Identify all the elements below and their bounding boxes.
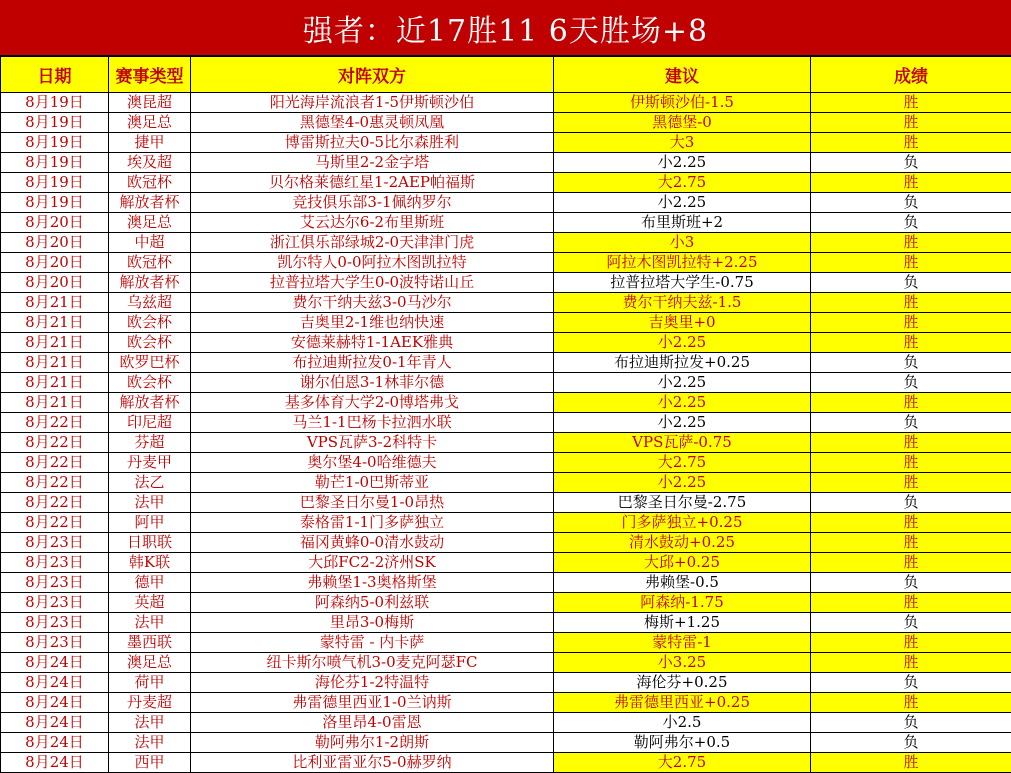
result-cell: 负 [811, 713, 1011, 733]
league-cell: 法甲 [109, 713, 191, 733]
result-cell: 负 [811, 733, 1011, 753]
league-cell: 墨西联 [109, 633, 191, 653]
league-cell: 丹麦甲 [109, 453, 191, 473]
tip-cell: 小2.25 [554, 373, 811, 393]
table-row [1, 613, 1011, 633]
result-cell: 胜 [811, 313, 1011, 333]
match-cell: 纽卡斯尔喷气机3-0麦克阿瑟FC [191, 653, 554, 673]
league-cell: 芬超 [109, 433, 191, 453]
result-cell: 胜 [811, 533, 1011, 553]
league-cell: 法甲 [109, 613, 191, 633]
match-cell: 竞技俱乐部3-1佩纳罗尔 [191, 193, 554, 213]
result-cell: 胜 [811, 133, 1011, 153]
league-cell: 解放者杯 [109, 193, 191, 213]
result-cell: 负 [811, 413, 1011, 433]
league-cell: 澳足总 [109, 653, 191, 673]
result-cell: 胜 [811, 293, 1011, 313]
table-row [1, 353, 1011, 373]
date-cell: 8月20日 [1, 233, 109, 253]
result-cell: 胜 [811, 453, 1011, 473]
page-title: 强者：近17胜11 6天胜场+8 [0, 0, 1011, 56]
date-cell: 8月19日 [1, 133, 109, 153]
league-cell: 欧会杯 [109, 373, 191, 393]
table-row [1, 633, 1011, 653]
header-league: 赛事类型 [109, 57, 191, 93]
league-cell: 法乙 [109, 473, 191, 493]
match-cell: 巴黎圣日尔曼1-0昂热 [191, 493, 554, 513]
league-cell: 西甲 [109, 753, 191, 773]
tip-cell: 小2.5 [554, 713, 811, 733]
result-cell: 胜 [811, 233, 1011, 253]
table-row [1, 513, 1011, 533]
date-cell: 8月21日 [1, 293, 109, 313]
date-cell: 8月24日 [1, 733, 109, 753]
match-cell: 阳光海岸流浪者1-5伊斯顿沙伯 [191, 93, 554, 113]
match-cell: 里昂3-0梅斯 [191, 613, 554, 633]
match-cell: 浙江俱乐部绿城2-0天津津门虎 [191, 233, 554, 253]
date-cell: 8月23日 [1, 593, 109, 613]
date-cell: 8月20日 [1, 273, 109, 293]
result-cell: 胜 [811, 473, 1011, 493]
match-cell: 勒阿弗尔1-2朗斯 [191, 733, 554, 753]
tip-cell: 小3 [554, 233, 811, 253]
result-cell: 胜 [811, 93, 1011, 113]
table-row [1, 693, 1011, 713]
table-row [1, 253, 1011, 273]
table-row [1, 573, 1011, 593]
table-row [1, 453, 1011, 473]
match-cell: 比利亚雷亚尔5-0赫罗纳 [191, 753, 554, 773]
date-cell: 8月23日 [1, 633, 109, 653]
tip-cell: 伊斯顿沙伯-1.5 [554, 93, 811, 113]
tip-cell: 小2.25 [554, 413, 811, 433]
result-cell: 胜 [811, 333, 1011, 353]
tip-cell: 梅斯+1.25 [554, 613, 811, 633]
result-cell: 负 [811, 193, 1011, 213]
header-date: 日期 [1, 57, 109, 93]
league-cell: 荷甲 [109, 673, 191, 693]
tip-cell: 门多萨独立+0.25 [554, 513, 811, 533]
date-cell: 8月19日 [1, 93, 109, 113]
date-cell: 8月20日 [1, 213, 109, 233]
match-cell: 勒芒1-0巴斯蒂亚 [191, 473, 554, 493]
tip-cell: 弗赖堡-0.5 [554, 573, 811, 593]
table-row [1, 213, 1011, 233]
league-cell: 日职联 [109, 533, 191, 553]
result-cell: 胜 [811, 173, 1011, 193]
table-row [1, 533, 1011, 553]
table-row [1, 713, 1011, 733]
match-cell: 马斯里2-2金字塔 [191, 153, 554, 173]
match-cell: VPS瓦萨3-2科特卡 [191, 433, 554, 453]
table-row [1, 173, 1011, 193]
table-row [1, 233, 1011, 253]
tip-cell: 清水鼓动+0.25 [554, 533, 811, 553]
tip-cell: 小2.25 [554, 193, 811, 213]
league-cell: 欧冠杯 [109, 253, 191, 273]
date-cell: 8月21日 [1, 313, 109, 333]
league-cell: 澳昆超 [109, 93, 191, 113]
date-cell: 8月22日 [1, 473, 109, 493]
tip-cell: 大2.75 [554, 453, 811, 473]
league-cell: 韩K联 [109, 553, 191, 573]
date-cell: 8月22日 [1, 493, 109, 513]
date-cell: 8月24日 [1, 693, 109, 713]
date-cell: 8月24日 [1, 713, 109, 733]
result-cell: 负 [811, 613, 1011, 633]
date-cell: 8月21日 [1, 393, 109, 413]
tip-cell: 小3.25 [554, 653, 811, 673]
header-row [1, 57, 1011, 93]
league-cell: 乌兹超 [109, 293, 191, 313]
tip-cell: 阿拉木图凯拉特+2.25 [554, 253, 811, 273]
match-cell: 艾云达尔6-2布里斯班 [191, 213, 554, 233]
result-cell: 负 [811, 573, 1011, 593]
league-cell: 法甲 [109, 733, 191, 753]
league-cell: 澳足总 [109, 213, 191, 233]
tip-cell: 勒阿弗尔+0.5 [554, 733, 811, 753]
match-cell: 弗雷德里西亚1-0兰讷斯 [191, 693, 554, 713]
date-cell: 8月21日 [1, 353, 109, 373]
table-row [1, 393, 1011, 413]
table-row [1, 273, 1011, 293]
tip-cell: 小2.25 [554, 393, 811, 413]
league-cell: 欧会杯 [109, 333, 191, 353]
date-cell: 8月22日 [1, 433, 109, 453]
match-cell: 谢尔伯恩3-1林菲尔德 [191, 373, 554, 393]
match-cell: 马兰1-1巴杨卡拉泗水联 [191, 413, 554, 433]
result-cell: 负 [811, 153, 1011, 173]
date-cell: 8月19日 [1, 153, 109, 173]
league-cell: 埃及超 [109, 153, 191, 173]
date-cell: 8月21日 [1, 333, 109, 353]
date-cell: 8月22日 [1, 513, 109, 533]
match-cell: 拉普拉塔大学生0-0波特诺山丘 [191, 273, 554, 293]
tip-cell: 蒙特雷-1 [554, 633, 811, 653]
league-cell: 解放者杯 [109, 273, 191, 293]
table-row [1, 413, 1011, 433]
league-cell: 英超 [109, 593, 191, 613]
table-row [1, 553, 1011, 573]
header-match: 对阵双方 [191, 57, 554, 93]
tip-cell: 弗雷德里西亚+0.25 [554, 693, 811, 713]
table-row [1, 113, 1011, 133]
table-row [1, 373, 1011, 393]
date-cell: 8月19日 [1, 173, 109, 193]
league-cell: 澳足总 [109, 113, 191, 133]
table-row [1, 593, 1011, 613]
match-cell: 贝尔格莱德红星1-2AEP帕福斯 [191, 173, 554, 193]
date-cell: 8月20日 [1, 253, 109, 273]
date-cell: 8月19日 [1, 193, 109, 213]
table-row [1, 473, 1011, 493]
tip-cell: 拉普拉塔大学生-0.75 [554, 273, 811, 293]
league-cell: 欧罗巴杯 [109, 353, 191, 373]
tip-cell: 费尔干纳夫兹-1.5 [554, 293, 811, 313]
table-row [1, 433, 1011, 453]
table-row [1, 733, 1011, 753]
league-cell: 德甲 [109, 573, 191, 593]
match-cell: 安德莱赫特1-1AEK雅典 [191, 333, 554, 353]
result-cell: 负 [811, 213, 1011, 233]
result-cell: 胜 [811, 693, 1011, 713]
match-cell: 布拉迪斯拉发0-1年青人 [191, 353, 554, 373]
match-cell: 大邱FC2-2济州SK [191, 553, 554, 573]
result-cell: 负 [811, 353, 1011, 373]
header-result: 成绩 [811, 57, 1011, 93]
tip-cell: 巴黎圣日尔曼-2.75 [554, 493, 811, 513]
tip-cell: 吉奥里+0 [554, 313, 811, 333]
match-cell: 蒙特雷 - 内卡萨 [191, 633, 554, 653]
tip-cell: VPS瓦萨-0.75 [554, 433, 811, 453]
league-cell: 法甲 [109, 493, 191, 513]
table-row [1, 193, 1011, 213]
league-cell: 捷甲 [109, 133, 191, 153]
tip-cell: 大2.75 [554, 173, 811, 193]
match-cell: 泰格雷1-1门多萨独立 [191, 513, 554, 533]
match-cell: 黑德堡4-0惠灵顿凤凰 [191, 113, 554, 133]
table-row [1, 673, 1011, 693]
match-cell: 博雷斯拉夫0-5比尔森胜利 [191, 133, 554, 153]
league-cell: 丹麦超 [109, 693, 191, 713]
tip-cell: 小2.25 [554, 473, 811, 493]
date-cell: 8月23日 [1, 613, 109, 633]
date-cell: 8月23日 [1, 553, 109, 573]
result-cell: 胜 [811, 653, 1011, 673]
date-cell: 8月23日 [1, 573, 109, 593]
date-cell: 8月19日 [1, 113, 109, 133]
result-cell: 胜 [811, 393, 1011, 413]
date-cell: 8月22日 [1, 413, 109, 433]
date-cell: 8月21日 [1, 373, 109, 393]
result-cell: 胜 [811, 513, 1011, 533]
result-cell: 负 [811, 273, 1011, 293]
date-cell: 8月23日 [1, 533, 109, 553]
table-row [1, 133, 1011, 153]
table-row [1, 153, 1011, 173]
tip-cell: 海伦芬+0.25 [554, 673, 811, 693]
result-cell: 胜 [811, 253, 1011, 273]
tip-cell: 大邱+0.25 [554, 553, 811, 573]
league-cell: 欧会杯 [109, 313, 191, 333]
table-row [1, 753, 1011, 773]
tip-cell: 阿森纳-1.75 [554, 593, 811, 613]
match-cell: 福冈黄蜂0-0清水鼓动 [191, 533, 554, 553]
date-cell: 8月22日 [1, 453, 109, 473]
date-cell: 8月24日 [1, 653, 109, 673]
match-cell: 凯尔特人0-0阿拉木图凯拉特 [191, 253, 554, 273]
table-row [1, 293, 1011, 313]
result-cell: 负 [811, 493, 1011, 513]
tip-cell: 布里斯班+2 [554, 213, 811, 233]
table-row [1, 493, 1011, 513]
league-cell: 中超 [109, 233, 191, 253]
match-cell: 基多体育大学2-0博塔弗戈 [191, 393, 554, 413]
result-cell: 胜 [811, 553, 1011, 573]
result-cell: 胜 [811, 753, 1011, 773]
match-cell: 洛里昂4-0雷恩 [191, 713, 554, 733]
tip-cell: 小2.25 [554, 153, 811, 173]
date-cell: 8月24日 [1, 753, 109, 773]
league-cell: 阿甲 [109, 513, 191, 533]
match-cell: 海伦芬1-2特温特 [191, 673, 554, 693]
table-row [1, 313, 1011, 333]
match-cell: 奥尔堡4-0哈维德夫 [191, 453, 554, 473]
result-cell: 负 [811, 673, 1011, 693]
result-cell: 胜 [811, 113, 1011, 133]
table-row [1, 93, 1011, 113]
match-cell: 吉奥里2-1维也纳快速 [191, 313, 554, 333]
tip-cell: 大3 [554, 133, 811, 153]
results-table [0, 56, 1011, 773]
league-cell: 欧冠杯 [109, 173, 191, 193]
tip-cell: 小2.25 [554, 333, 811, 353]
header-tip: 建议 [554, 57, 811, 93]
table-row [1, 333, 1011, 353]
result-cell: 胜 [811, 633, 1011, 653]
match-cell: 阿森纳5-0利兹联 [191, 593, 554, 613]
result-cell: 胜 [811, 433, 1011, 453]
league-cell: 印尼超 [109, 413, 191, 433]
result-cell: 负 [811, 373, 1011, 393]
match-cell: 弗赖堡1-3奥格斯堡 [191, 573, 554, 593]
tip-cell: 黑德堡-0 [554, 113, 811, 133]
table-row [1, 653, 1011, 673]
league-cell: 解放者杯 [109, 393, 191, 413]
date-cell: 8月24日 [1, 673, 109, 693]
tip-cell: 大2.75 [554, 753, 811, 773]
match-cell: 费尔干纳夫兹3-0马沙尔 [191, 293, 554, 313]
tip-cell: 布拉迪斯拉发+0.25 [554, 353, 811, 373]
result-cell: 胜 [811, 593, 1011, 613]
